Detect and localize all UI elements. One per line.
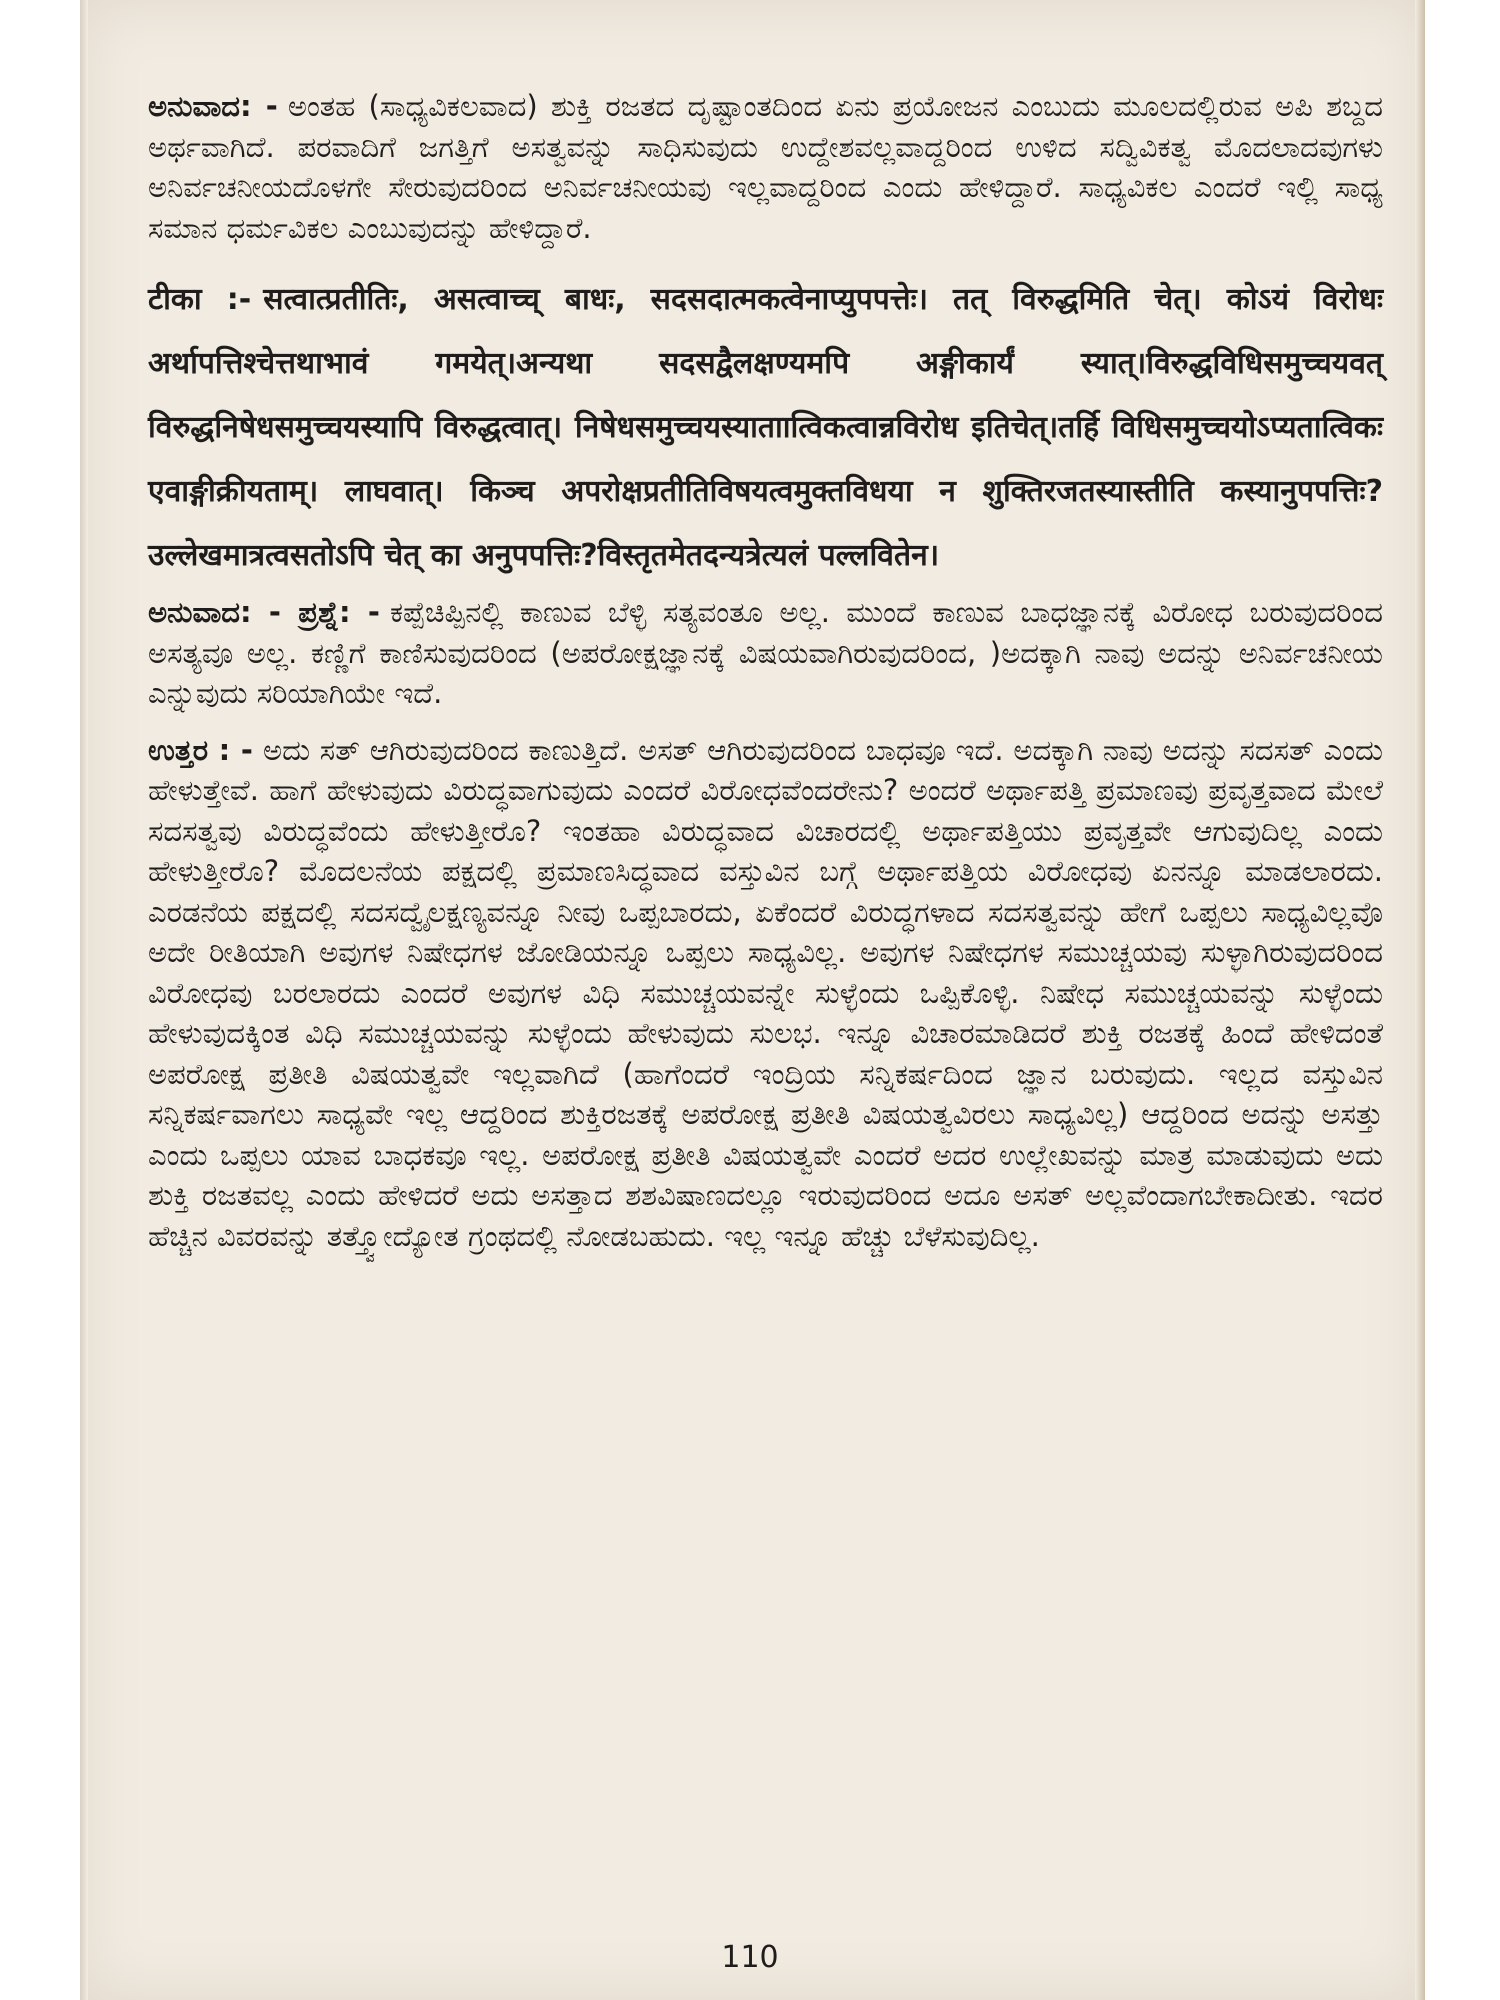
- question-label: ಅನುವಾದ: - ಪ್ರಶ್ನೆ: -: [148, 595, 380, 629]
- answer-paragraph: [148, 730, 1383, 1257]
- page-number: 110: [721, 1940, 779, 1975]
- question-text: ಕಪ್ಪೆಚಿಪ್ಪಿನಲ್ಲಿ ಕಾಣುವ ಬೆಳ್ಳಿ ಸತ್ಯವಂತೂ ಅಲ್ಲ. ಮುಂದೆ ಕಾಣುವ ಬಾಧಜ್ಞಾನಕ್ಕೆ ವಿರೋಧ ಬರುವುದರಿಂದ ಅಸತ್ಯವೂ ಅಲ್ಲ. ಕಣ್ಣಿಗೆ ಕಾಣಿಸುವುದರಿಂದ (ಅಪರೋಕ್ಷಜ್ಞಾನಕ್ಕೆ ವಿಷಯವಾಗಿರುವುದರಿಂದ, )ಅದಕ್ಕಾಗಿ ನಾವು ಅದನ್ನು ಅನಿರ್ವಚನೀಯ ಎನ್ನುವುದು ಸರಿಯಾಗಿಯೇ ಇದೆ.: [148, 595, 1383, 710]
- translation-paragraph-2: [148, 592, 1383, 714]
- page-right-edge: [1415, 0, 1425, 2000]
- tika-text: सत्वात्प्रतीतिः, असत्वाच्च् बाधः, सदसदात्मकत्वेनाप्युपपत्तेः। तत् विरुद्धमिति चेत्। कोऽयं विरोधः अर्थापत्तिश्चेत्तथाभावं गमयेत्।अन्यथा सदसद्वैलक्षण्यमपि अङ्गीकार्यं स्यात्।विरुद्धविधिसमुच्चयवत् विरुद्धनिषेधसमुच्चयस्यापि विरुद्धत्वात्। निषेधसमुच्चयस्याताात्विकत्वान्नविरोध इतिचेत्।तर्हि विधिसमुच्चयोऽप्यतात्विकः एवाङ्गीक्रीयताम्। लाघवात्। किञ्च अपरोक्षप्रतीतिविषयत्वमुक्तविधया न शुक्तिरजतस्यास्तीति कस्यानुपपत्तिः? उल्लेखमात्रत्वसतोऽपि चेत् का अनुपपत्तिः?विस्तृतमेतदन्यत्रेत्यलं पल्लवितेन।: [148, 282, 1384, 573]
- page-left-edge: [80, 0, 88, 2000]
- translation-label: ಅನುವಾದ: -: [148, 89, 278, 123]
- background-margin: [1425, 0, 1500, 2000]
- translation-paragraph-1: [148, 86, 1383, 248]
- answer-text: ಅದು ಸತ್ ಆಗಿರುವುದರಿಂದ ಕಾಣುತ್ತಿದೆ. ಅಸತ್ ಆಗಿರುವುದರಿಂದ ಬಾಧವೂ ಇದೆ. ಅದಕ್ಕಾಗಿ ನಾವು ಅದನ್ನು ಸದಸತ್ ಎಂದು ಹೇಳುತ್ತೇವೆ. ಹಾಗೆ ಹೇಳುವುದು ವಿರುದ್ಧವಾಗುವುದು ಎಂದರೆ ವಿರೋಧವೆಂದರೇನು? ಅಂದರೆ ಅರ್ಥಾಪತ್ತಿ ಪ್ರಮಾಣವು ಪ್ರವೃತ್ತವಾದ ಮೇಲೆ ಸದಸತ್ವವು ವಿರುದ್ಧವೆಂದು ಹೇಳುತ್ತೀರೊ? ಇಂತಹಾ ವಿರುದ್ಧವಾದ ವಿಚಾರದಲ್ಲಿ ಅರ್ಥಾಪತ್ತಿಯು ಪ್ರವೃತ್ತವೇ ಆಗುವುದಿಲ್ಲ ಎಂದು ಹೇಳುತ್ತೀರೊ? ಮೊದಲನೆಯ ಪಕ್ಷದಲ್ಲಿ ಪ್ರಮಾಣಸಿದ್ಧವಾದ ವಸ್ತುವಿನ ಬಗ್ಗೆ ಅರ್ಥಾಪತ್ತಿಯ ವಿರೋಧವು ಏನನ್ನೂ ಮಾಡಲಾರದು. ಎರಡನೆಯ ಪಕ್ಷದಲ್ಲಿ ಸದಸದ್ವೈಲಕ್ಷಣ್ಯವನ್ನೂ ನೀವು ಒಪ್ಪಬಾರದು, ಏಕೆಂದರೆ ವಿರುದ್ಧಗಳಾದ ಸದಸತ್ವವನ್ನು ಹೇಗೆ ಒಪ್ಪಲು ಸಾಧ್ಯವಿಲ್ಲವೊ ಅದೇ ರೀತಿಯಾಗಿ ಅವುಗಳ ನಿಷೇಧಗಳ ಜೋಡಿಯನ್ನೂ ಒಪ್ಪಲು ಸಾಧ್ಯವಿಲ್ಲ. ಅವುಗಳ ನಿಷೇಧಗಳ ಸಮುಚ್ಚಯವು ಸುಳ್ಳಾಗಿರುವುದರಿಂದ ವಿರೋಧವು ಬರಲಾರದು ಎಂದರೆ ಅವುಗಳ ವಿಧಿ ಸಮುಚ್ಚಯವನ್ನೇ ಸುಳ್ಳೆಂದು ಒಪ್ಪಿಕೊಳ್ಳಿ. ನಿಷೇಧ ಸಮುಚ್ಚಯವನ್ನು ಸುಳ್ಳೆಂದು ಹೇಳುವುದಕ್ಕಿಂತ ವಿಧಿ ಸಮುಚ್ಚಯವನ್ನು ಸುಳ್ಳೆಂದು ಹೇಳುವುದು ಸುಲಭ. ಇನ್ನೂ ವಿಚಾರಮಾಡಿದರೆ ಶುಕ್ತಿ ರಜತಕ್ಕೆ ಹಿಂದೆ ಹೇಳಿದಂತೆ ಅಪರೋಕ್ಷ ಪ್ರತೀತಿ ವಿಷಯತ್ವವೇ ಇಲ್ಲವಾಗಿದೆ (ಹಾಗೆಂದರೆ ಇಂದ್ರಿಯ ಸನ್ನಿಕರ್ಷದಿಂದ ಜ್ಞಾನ ಬರುವುದು. ಇಲ್ಲದ ವಸ್ತುವಿನ ಸನ್ನಿಕರ್ಷವಾಗಲು ಸಾಧ್ಯವೇ ಇಲ್ಲ ಆದ್ದರಿಂದ ಶುಕ್ತಿರಜತಕ್ಕೆ ಅಪರೋಕ್ಷ ಪ್ರತೀತಿ ವಿಷಯತ್ವವಿರಲು ಸಾಧ್ಯವಿಲ್ಲ) ಆದ್ದರಿಂದ ಅದನ್ನು ಅಸತ್ತು ಎಂದು ಒಪ್ಪಲು ಯಾವ ಬಾಧಕವೂ ಇಲ್ಲ. ಅಪರೋಕ್ಷ ಪ್ರತೀತಿ ವಿಷಯತ್ವವೇ ಎಂದರೆ ಅದರ ಉಲ್ಲೇಖವನ್ನು ಮಾತ್ರ ಮಾಡುವುದು ಅದು ಶುಕ್ತಿ ರಜತವಲ್ಲ ಎಂದು ಹೇಳಿದರೆ ಅದು ಅಸತ್ತಾದ ಶಶವಿಷಾಣದಲ್ಲೂ ಇರುವುದರಿಂದ ಅದೂ ಅಸತ್ ಅಲ್ಲವೆಂದಾಗಬೇಕಾದೀತು. ಇದರ ಹೆಚ್ಚಿನ ವಿವರವನ್ನು ತತ್ತ್ವೋದ್ಯೋತ ಗ್ರಂಥದಲ್ಲಿ ನೋಡಬಹುದು. ಇಲ್ಲ ಇನ್ನೂ ಹೆಚ್ಚು ಬೆಳೆಸುವುದಿಲ್ಲ.: [148, 732, 1383, 1253]
- translation-text: ಅಂತಹ (ಸಾಧ್ಯವಿಕಲವಾದ) ಶುಕ್ತಿ ರಜತದ ದೃಷ್ಟಾಂತದಿಂದ ಏನು ಪ್ರಯೋಜನ ಎಂಬುದು ಮೂಲದಲ್ಲಿರುವ ಅಪಿ ಶಬ್ದದ ಅರ್ಥವಾಗಿದೆ. ಪರವಾದಿಗೆ ಜಗತ್ತಿಗೆ ಅಸತ್ವವನ್ನು ಸಾಧಿಸುವುದು ಉದ್ದೇಶವಲ್ಲವಾದ್ದರಿಂದ ಉಳಿದ ಸದ್ವಿವಿಕತ್ವ ಮೊದಲಾದವುಗಳು ಅನಿರ್ವಚನೀಯದೊಳಗೇ ಸೇರುವುದರಿಂದ ಅನಿರ್ವಚನೀಯವು ಇಲ್ಲವಾದ್ದರಿಂದ ಎಂದು ಹೇಳಿದ್ದಾರೆ. ಸಾಧ್ಯವಿಕಲ ಎಂದರೆ ಇಲ್ಲಿ ಸಾಧ್ಯ ಸಮಾನ ಧರ್ಮವಿಕಲ ಎಂಬುವುದನ್ನು ಹೇಳಿದ್ದಾರೆ.: [148, 89, 1383, 245]
- tika-paragraph: [148, 268, 1383, 588]
- tika-label: टीका :-: [148, 282, 252, 317]
- answer-label: ಉತ್ತರ : -: [148, 732, 253, 767]
- page-content: [148, 86, 1383, 1256]
